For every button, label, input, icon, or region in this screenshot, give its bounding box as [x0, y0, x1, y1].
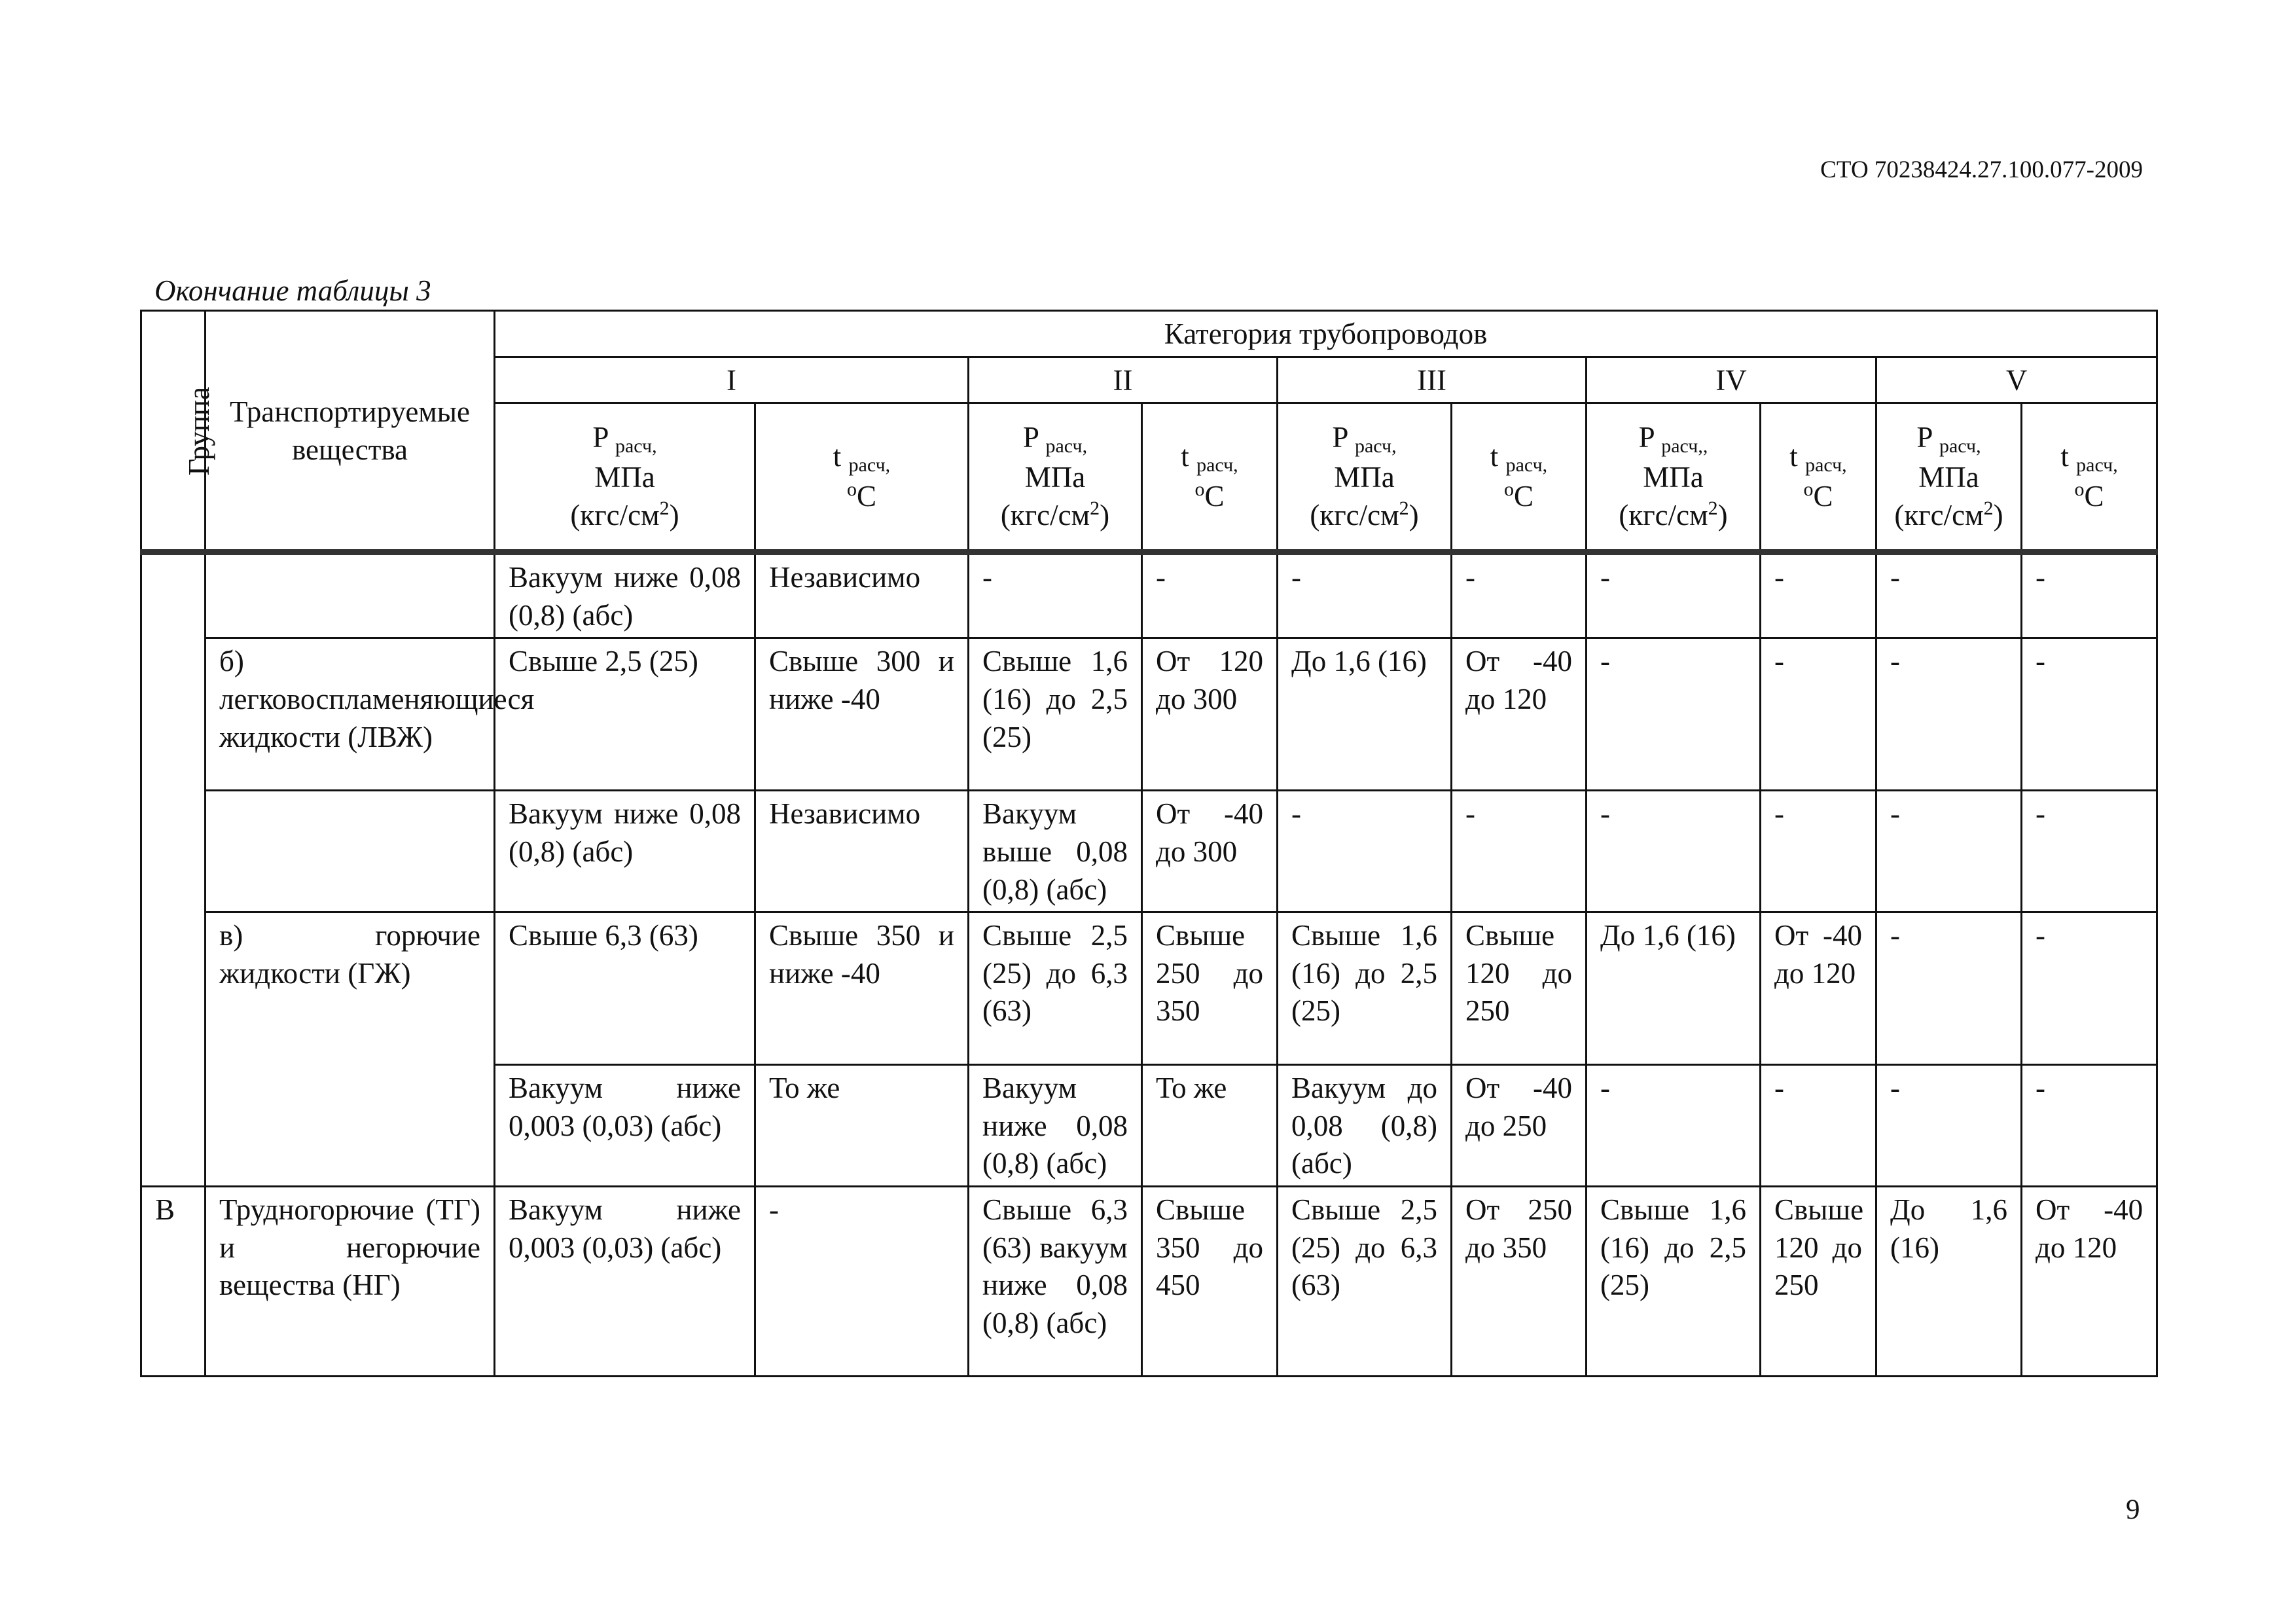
table-cell: Свыше 2,5 (25) до 6,3 (63): [969, 912, 1142, 1065]
table-cell: -: [1587, 638, 1761, 791]
header-category-i: I: [495, 357, 969, 403]
substance-cell: [206, 552, 495, 638]
table-cell: Свыше 350 и ниже -40: [755, 912, 969, 1065]
table-cell: -: [1761, 1065, 1876, 1187]
table-cell: Свыше 120 до 250: [1761, 1186, 1876, 1376]
table-body: [141, 552, 2157, 1377]
header-pressure-iv: P $_{расч,,}$ МПа $(кгс/см^2)$: [1587, 403, 1761, 552]
table-row: [141, 638, 2157, 791]
table-cell: -: [2022, 552, 2157, 638]
header-pressure-v: P $_{расч,}$ МПа $(кгс/см^2)$: [1876, 403, 2022, 552]
pipeline-category-table: [140, 310, 2158, 1377]
table-cell: Свыше 250 до 350: [1142, 912, 1278, 1065]
table-cell: -: [1278, 552, 1452, 638]
table-row: [141, 912, 2157, 1065]
header-pressure-i: P $_{расч,}$ МПа $(кгс/см^2)$: [495, 403, 755, 552]
table-cell: От 250 до 350: [1452, 1186, 1587, 1376]
table-cell: Вакуум ниже 0,08 (0,8) (абс): [495, 552, 755, 638]
table-cell: Свыше 2,5 (25): [495, 638, 755, 791]
header-substances: Транспортируемые вещества: [206, 311, 495, 552]
header-pressure-ii: P $_{расч,}$ МПа $(кгс/см^2)$: [969, 403, 1142, 552]
table-cell: Свыше 1,6 (16) до 2,5 (25): [1587, 1186, 1761, 1376]
substance-cell: Трудногорючие (ТГ) и негорючие вещества (НГ): [206, 1186, 495, 1376]
table-cell: Вакуум ниже 0,003 (0,03) (абс): [495, 1065, 755, 1187]
table-cell: До 1,6 (16): [1278, 638, 1452, 791]
table-caption: Окончание таблицы 3: [154, 274, 431, 307]
table-cell: Свыше 120 до 250: [1452, 912, 1587, 1065]
table-header: [141, 311, 2157, 552]
table-cell: -: [2022, 791, 2157, 912]
document-code: СТО 70238424.27.100.077-2009: [1820, 156, 2143, 183]
header-category-iv: IV: [1587, 357, 1876, 403]
table-cell: -: [1761, 552, 1876, 638]
table-cell: -: [2022, 1065, 2157, 1187]
header-temperature-iii: t $_{расч,}$ $^o$C: [1452, 403, 1587, 552]
table-cell: От -40 до 300: [1142, 791, 1278, 912]
table-cell: -: [969, 552, 1142, 638]
header-pressure-iii: P $_{расч,}$ МПа $(кгс/см^2)$: [1278, 403, 1452, 552]
table-cell: -: [755, 1186, 969, 1376]
header-category-iii: III: [1278, 357, 1587, 403]
table-cell: -: [1876, 552, 2022, 638]
header-category-v: V: [1876, 357, 2157, 403]
header-category: Категория трубопроводов: [495, 311, 2157, 357]
header-temperature-v: t $_{расч,}$ $^o$C: [2022, 403, 2157, 552]
table-cell: -: [1876, 791, 2022, 912]
table-cell: -: [1876, 1065, 2022, 1187]
table-cell: Независимо: [755, 552, 969, 638]
table-cell: Вакуум ниже 0,08 (0,8) (абс): [495, 791, 755, 912]
table-cell: -: [1587, 552, 1761, 638]
table-cell: От -40 до 120: [2022, 1186, 2157, 1376]
table-cell: Свыше 6,3 (63): [495, 912, 755, 1065]
table-cell: До 1,6 (16): [1876, 1186, 2022, 1376]
table-cell: Независимо: [755, 791, 969, 912]
table-cell: -: [2022, 638, 2157, 791]
table-cell: Свыше 1,6 (16) до 2,5 (25): [969, 638, 1142, 791]
table-cell: Свыше 6,3 (63) вакуум ниже 0,08 (0,8) (абс): [969, 1186, 1142, 1376]
substance-cell: в) горючие жидкости (ГЖ): [206, 912, 495, 1187]
table-cell: От -40 до 250: [1452, 1065, 1587, 1187]
table-cell: Свыше 350 до 450: [1142, 1186, 1278, 1376]
substance-cell: [206, 791, 495, 912]
table-cell: -: [1761, 791, 1876, 912]
header-group-text: Группа: [183, 386, 216, 476]
table-cell: То же: [1142, 1065, 1278, 1187]
header-temperature-i: t $_{расч,}$ $^o$C: [755, 403, 969, 552]
table-cell: Вакуум ниже 0,003 (0,03) (абс): [495, 1186, 755, 1376]
table-cell: -: [1876, 912, 2022, 1065]
table-cell: -: [1452, 552, 1587, 638]
table-cell: -: [1142, 552, 1278, 638]
table-cell: -: [1587, 791, 1761, 912]
table-cell: Вакуум выше 0,08 (0,8) (абс): [969, 791, 1142, 912]
group-cell: В: [141, 1186, 206, 1376]
table-cell: Вакуум ниже 0,08 (0,8) (абс): [969, 1065, 1142, 1187]
table-cell: Свыше 2,5 (25) до 6,3 (63): [1278, 1186, 1452, 1376]
table-cell: До 1,6 (16): [1587, 912, 1761, 1065]
header-temperature-ii: t $_{расч,}$ $^o$C: [1142, 403, 1278, 552]
table-row: [141, 1186, 2157, 1376]
table-cell: Свыше 300 и ниже -40: [755, 638, 969, 791]
table-cell: -: [1452, 791, 1587, 912]
page-number: 9: [2126, 1494, 2140, 1525]
table-row: [141, 552, 2157, 638]
table-cell: То же: [755, 1065, 969, 1187]
table-cell: -: [2022, 912, 2157, 1065]
group-cell: [141, 552, 206, 1187]
table-cell: -: [1761, 638, 1876, 791]
header-group: [141, 311, 216, 552]
table-cell: От 120 до 300: [1142, 638, 1278, 791]
substance-cell: б) легковоспламеняющиеся жидкости (ЛВЖ): [206, 638, 495, 791]
table-cell: -: [1876, 638, 2022, 791]
table-cell: -: [1587, 1065, 1761, 1187]
table-row: [141, 791, 2157, 912]
table-cell: От -40 до 120: [1761, 912, 1876, 1065]
table-cell: -: [1278, 791, 1452, 912]
table-cell: От -40 до 120: [1452, 638, 1587, 791]
header-category-ii: II: [969, 357, 1278, 403]
table-cell: Вакуум до 0,08 (0,8) (абс): [1278, 1065, 1452, 1187]
header-temperature-iv: t $_{расч,}$ $^o$C: [1761, 403, 1876, 552]
table-cell: Свыше 1,6 (16) до 2,5 (25): [1278, 912, 1452, 1065]
